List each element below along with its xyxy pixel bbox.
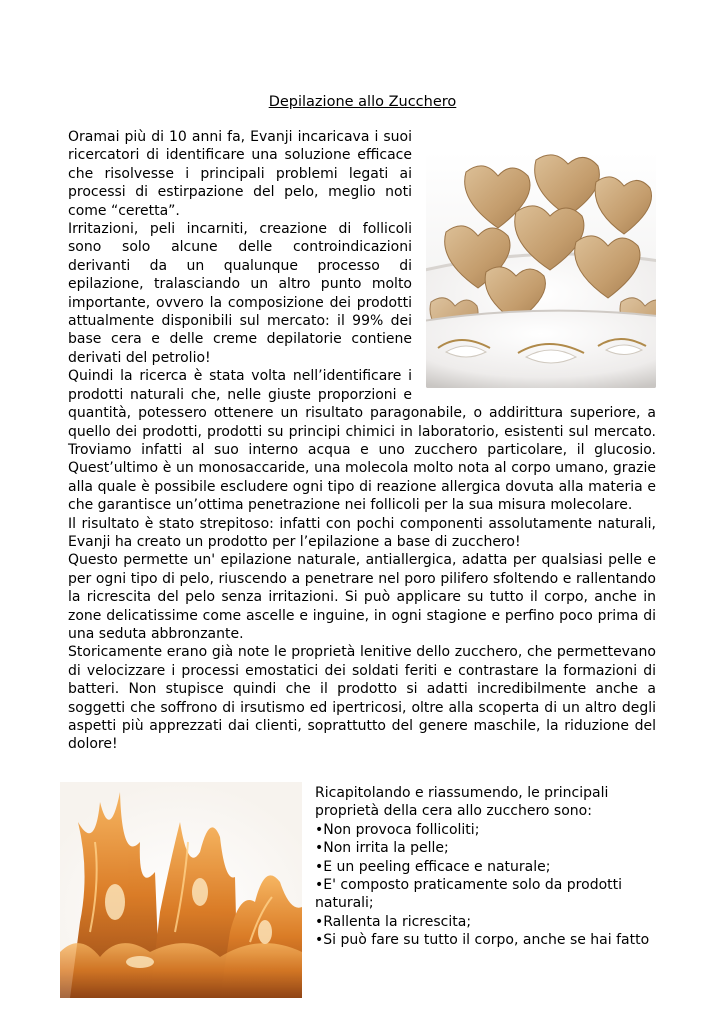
paragraph-1: Oramai più di 10 anni fa, Evanji incaricava i suoi ricercatori di identificare una soluzione efficace che risolvesse i principali problemi legati ai processi di estirpazione del pelo, meglio noti come “ceretta”.: [68, 129, 412, 219]
paragraph-2: Irritazioni, peli incarniti, creazione di follicoli sono solo alcune delle controindicazioni derivanti da un qualunque processo di epilazione, tralasciando un altro punto molto importante, ovvero la composizione dei prodotti attualmente disponibili sul mercato: il 99% dei base cera e delle creme depilatorie contiene derivati del petrolio!: [68, 221, 412, 366]
sugar-cubes-photo: [426, 152, 656, 388]
document-title: Depilazione allo Zucchero: [268, 94, 457, 110]
paragraph-5: Questo permette un' epilazione naturale, antiallergica, adatta per qualsiasi pelle e per ogni tipo di pelo, riuscendo a penetrare nel poro pilifero sfoltendo e rallentando la ricrescita del pelo senza irritazioni. Si può applicare su tutto il corpo, anche in zone delicatissime come ascelle e inguine, in ogni stagione e perfino poco prima di una seduta abbronzante.: [68, 552, 656, 642]
list-item: • E un peeling efficace e naturale;: [315, 858, 660, 876]
caramel-splash-photo: [60, 782, 302, 998]
list-item: • E' composto praticamente solo da prodotti naturali;: [315, 876, 660, 913]
paragraph-6: Storicamente erano già note le proprietà lenitive dello zucchero, che permettevano di velocizzare i processi emostatici dei soldati feriti e contrastare la formazioni di batteri. Non stupisce quindi che il prodotto si adatti incredibilmente anche a soggetti che soffrono di irsutismo ed ipertricosi, oltre alla scoperta di un altro degli aspetti più apprezzati dai clienti, soprattutto del genere maschile, la riduzione del dolore!: [68, 644, 656, 753]
list-item: • Rallenta la ricrescita;: [315, 913, 660, 931]
summary-intro: Ricapitolando e riassumendo, le principali proprietà della cera allo zucchero sono:: [315, 785, 609, 820]
paragraph-3: Quindi la ricerca è stata volta nell’identificare i prodotti naturali che, nelle giuste proporzioni e quantità, potessero ottenere un risultato paragonabile, o addirittura superiore, a quello dei prodotti, prodotti su principi chimici in laboratorio, esistenti sul mercato. Troviamo infatti al suo interno acqua e uno zucchero particolare, il glucosio. Quest’ultimo è un monosaccaride, una molecola molto nota al corpo umano, grazie alla quale è possibile escludere ogni tipo di reazione allergica dovuta alla materia e che garantisce un’ottima penetrazione nei follicoli per la sua misura molecolare.: [68, 368, 656, 514]
list-item: • Non provoca follicoliti;: [315, 821, 660, 839]
properties-list: [315, 821, 660, 950]
caramel-illustration: [60, 782, 302, 998]
summary-column: [315, 784, 660, 950]
list-item: • Si può fare su tutto il corpo, anche se hai fatto: [315, 931, 660, 949]
list-item: • Non irrita la pelle;: [315, 839, 660, 857]
article-body: [68, 128, 656, 754]
paragraph-4: Il risultato è stato strepitoso: infatti con pochi componenti assolutamente naturali, Evanji ha creato un prodotto per l’epilazione a base di zucchero!: [68, 515, 656, 550]
sugar-cubes-illustration: [426, 152, 656, 388]
